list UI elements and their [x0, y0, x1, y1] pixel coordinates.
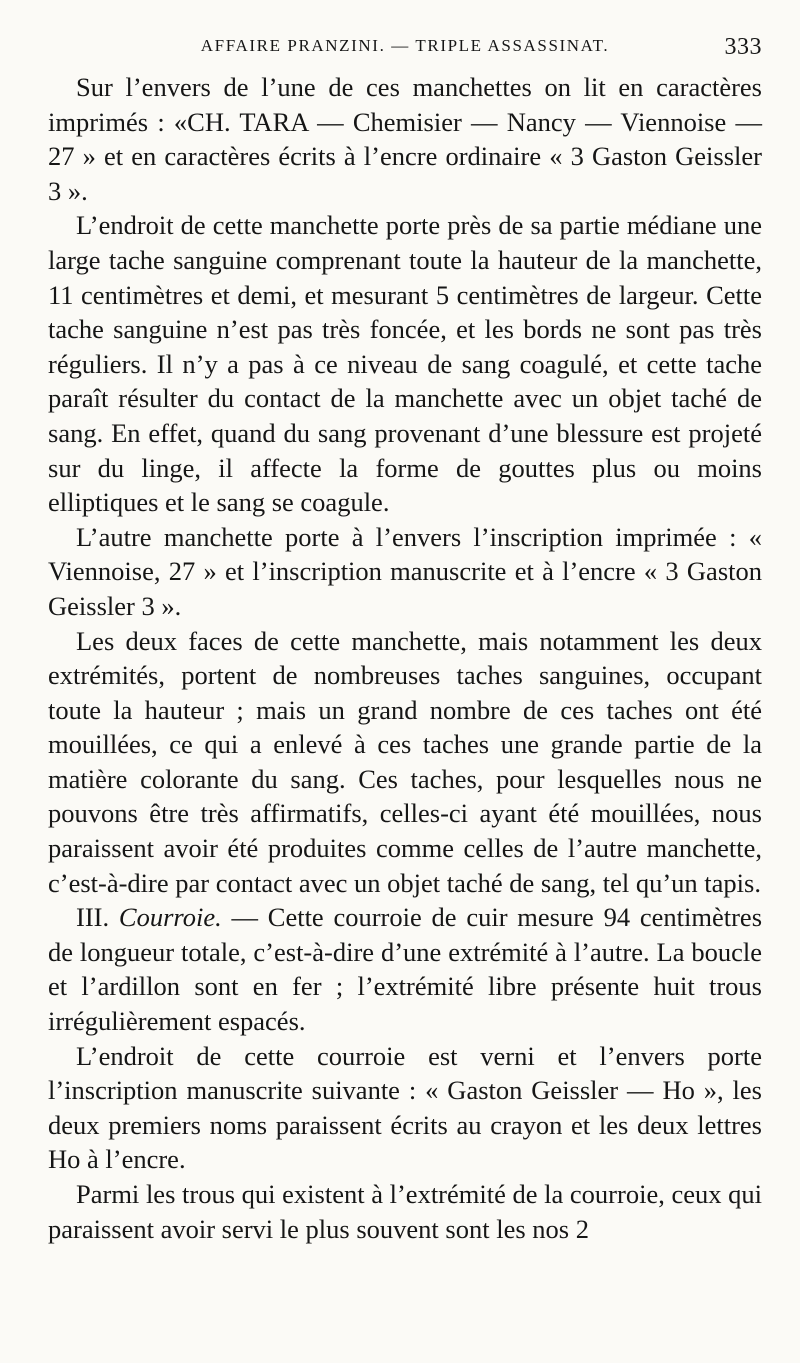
paragraph-cuff-inscription: Sur l’envers de l’une de ces manchettes on lit en caractères imprimés : «CH. TARA — Chemisier — Nancy — Viennoise — 27 » et en caractères écrits à l’encre ordinaire « 3 Gaston Geissler 3 ».: [48, 72, 762, 206]
paragraph-blood-stain: L’endroit de cette manchette porte près de sa partie médiane une large tache sanguine comprenant toute la hauteur de la manchette, 11 centimètres et demi, et mesurant 5 centimètres de largeur. Cette tache sanguine n’est pas très foncée, et les bords ne sont pas très réguliers. Il n’y a pas à ce niveau de sang coagulé, et cette tache paraît résulter du contact de la manchette avec un objet taché de sang. En effet, quand du sang provenant d’une blessure est projeté sur du linge, il affecte la forme de gouttes plus ou moins elliptiques et le sang se coagule.: [48, 210, 762, 518]
paragraph-stains-wetted: Les deux faces de cette manchette, mais notamment les deux extrémités, portent de nombreuses taches sanguines, occupant toute la hauteur ; mais un grand nombre de ces taches ont été mouillées, ce qui a enlevé à ces taches une grande partie de la matière colorante du sang. Ces taches, pour lesquelles nous ne pouvons être très affirmatifs, celles-ci ayant été mouillées, nous paraissent avoir été produites comme celles de l’autre manchette, c’est-à-dire par contact avec un objet taché de sang, tel qu’un tapis.: [48, 625, 762, 898]
paragraph-strap-inscription: L’endroit de cette courroie est verni et l’envers porte l’inscription manuscrite suivante : « Gaston Geissler — Ho », les deux premiers noms paraissent écrits au crayon et les deux lettres Ho à l’encre.: [48, 1040, 762, 1175]
section-number: III.: [76, 902, 110, 933]
paragraph-other-cuff: L’autre manchette porte à l’envers l’inscription imprimée : « Viennoise, 27 » et l’inscription manuscrite et à l’encre « 3 Gaston Geissler 3 ».: [48, 521, 762, 621]
body-text: [48, 70, 762, 1246]
section-text: — Cette courroie de cuir mesure 94 centimètres de longueur totale, c’est-à-dire d’une extrémité à l’autre. La boucle et l’ardillon sont en fer ; l’extrémité libre présente huit trous irrégulièrement espacés.: [48, 902, 763, 1037]
header-title: AFFAIRE PRANZINI. — TRIPLE ASSASSINAT.: [200, 36, 610, 55]
paragraph-section-courroie: [48, 900, 762, 1038]
section-title: Courroie.: [118, 902, 222, 933]
paragraph-strap-holes: Parmi les trous qui existent à l’extrémité de la courroie, ceux qui paraissent avoir servi le plus souvent sont les nos 2: [48, 1179, 762, 1244]
running-header: [48, 34, 762, 68]
page-number: 333: [724, 34, 762, 60]
